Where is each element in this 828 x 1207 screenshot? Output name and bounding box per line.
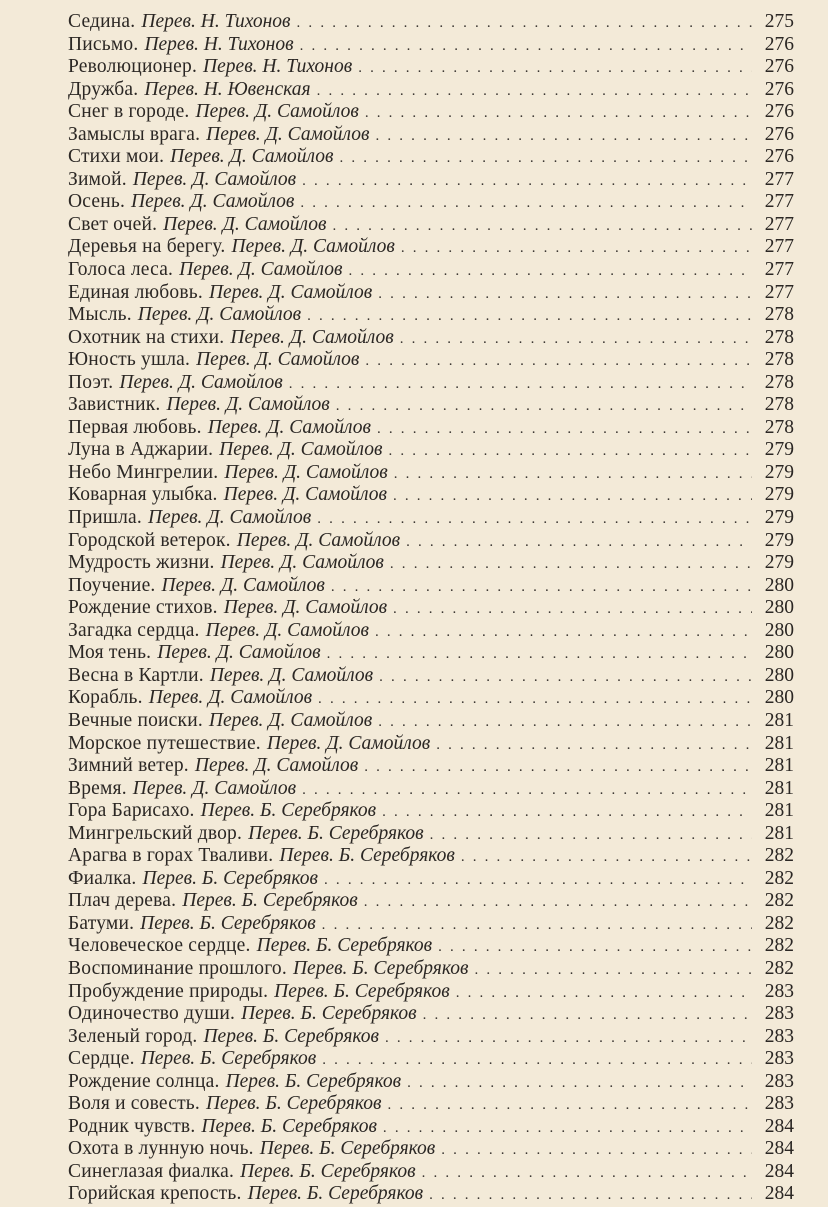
- entry-title: Луна в Аджарии.: [68, 439, 214, 461]
- entry-title: Единая любовь.: [68, 281, 203, 303]
- dot-leader: [317, 508, 752, 531]
- entry-title: Небо Мингрелии.: [68, 461, 219, 483]
- entry-page-number: 280: [764, 687, 794, 709]
- entry-page-number: 280: [764, 574, 794, 596]
- dot-leader: [394, 463, 752, 486]
- entry-title: Одиночество души.: [68, 1003, 236, 1025]
- dot-leader: [383, 1117, 752, 1140]
- entry-title: Загадка сердца.: [68, 619, 200, 641]
- toc-entry: [68, 620, 794, 643]
- dot-leader: [332, 215, 752, 238]
- dot-leader: [456, 982, 752, 1005]
- dot-leader: [385, 1027, 752, 1050]
- toc-entry: [68, 214, 794, 237]
- toc-entry: [68, 79, 794, 102]
- toc-entry: [68, 1026, 794, 1049]
- entry-translator: Перев. Д. Самойлов: [266, 732, 431, 754]
- toc-entry: [68, 1003, 794, 1026]
- entry-page-number: 277: [764, 281, 794, 303]
- dot-leader: [331, 576, 752, 599]
- dot-leader: [364, 756, 752, 779]
- entry-translator: Перев. Д. Самойлов: [208, 281, 373, 303]
- entry-title: Арагва в горах Тваливи.: [68, 845, 274, 867]
- toc-entry: [68, 1138, 794, 1161]
- entry-translator: Перев. Д. Самойлов: [208, 709, 373, 731]
- entry-translator: Перев. Н. Тихонов: [203, 56, 353, 78]
- toc-entry: [68, 507, 794, 530]
- entry-translator: Перев. Н. Тихонов: [141, 11, 291, 32]
- toc-entry: [68, 304, 794, 327]
- dot-leader: [401, 237, 752, 260]
- entry-page-number: 281: [764, 800, 794, 822]
- entry-page-number: 276: [764, 56, 794, 78]
- entry-page-number: 280: [764, 664, 794, 686]
- entry-translator: Перев. Д. Самойлов: [132, 777, 297, 799]
- entry-title: Седина.: [68, 11, 136, 32]
- entry-translator: Перев. Н. Тихонов: [144, 33, 294, 55]
- dot-leader: [441, 1139, 752, 1162]
- entry-translator: Перев. Д. Самойлов: [157, 642, 321, 664]
- entry-page-number: 279: [764, 529, 794, 551]
- entry-title: Коварная улыбка.: [68, 484, 218, 506]
- toc-entry: [68, 236, 794, 259]
- entry-title: Рождение стихов.: [68, 597, 218, 619]
- entry-title: Завистник.: [68, 394, 161, 416]
- dot-leader: [327, 643, 752, 666]
- entry-translator: Перев. Д. Самойлов: [170, 146, 334, 168]
- dot-leader: [388, 440, 752, 463]
- dot-leader: [382, 801, 752, 824]
- toc-entry: [68, 462, 794, 485]
- toc-entry: [68, 1071, 794, 1094]
- entry-title: Осень.: [68, 191, 126, 213]
- toc-entry: [68, 778, 794, 801]
- entry-title: Письмо.: [68, 33, 139, 55]
- dot-leader: [300, 35, 752, 58]
- dot-leader: [302, 779, 752, 802]
- entry-page-number: 279: [764, 552, 794, 574]
- toc-entry: [68, 733, 794, 756]
- entry-translator: Перев. Б. Серебряков: [140, 912, 316, 934]
- entry-page-number: 282: [764, 957, 794, 979]
- toc-entry: [68, 913, 794, 936]
- entry-title: Сердце.: [68, 1048, 135, 1070]
- entry-page-number: 282: [764, 867, 794, 889]
- dot-leader: [387, 1094, 752, 1117]
- dot-leader: [365, 102, 752, 125]
- entry-page-number: 280: [764, 597, 794, 619]
- dot-leader: [390, 553, 752, 576]
- dot-leader: [407, 1072, 752, 1095]
- toc-entry: [68, 868, 794, 891]
- entry-translator: Перев. Б. Серебряков: [225, 1070, 402, 1092]
- entry-title: Городской ветерок.: [68, 529, 231, 551]
- entry-page-number: 276: [764, 146, 794, 168]
- dot-leader: [322, 1049, 752, 1072]
- entry-title: Мингрельский двор.: [68, 822, 243, 844]
- dot-leader: [430, 824, 752, 847]
- dot-leader: [379, 666, 752, 689]
- entry-page-number: 283: [764, 1048, 794, 1070]
- toc-entry: [68, 1183, 794, 1206]
- entry-page-number: 278: [764, 304, 794, 326]
- toc-entry: [68, 935, 794, 958]
- entry-page-number: 277: [764, 168, 794, 190]
- toc-entry: [68, 169, 794, 192]
- entry-title: Зеленый город.: [68, 1025, 198, 1047]
- entry-title: Зимний ветер.: [68, 755, 189, 777]
- entry-page-number: 283: [764, 1003, 794, 1025]
- entry-page-number: 281: [764, 709, 794, 731]
- entry-page-number: 283: [764, 980, 794, 1002]
- entry-title: Батуми.: [68, 912, 135, 934]
- entry-translator: Перев. Б. Серебряков: [205, 1093, 382, 1115]
- entry-translator: Перев. Б. Серебряков: [279, 845, 455, 867]
- entry-page-number: 277: [764, 259, 794, 281]
- dot-leader: [317, 80, 752, 103]
- entry-title: Мудрость жизни.: [68, 552, 215, 574]
- entry-page-number: 277: [764, 213, 794, 235]
- entry-page-number: 278: [764, 416, 794, 438]
- entry-page-number: 284: [764, 1138, 794, 1160]
- entry-title: Дружба.: [68, 78, 139, 100]
- entry-page-number: 278: [764, 394, 794, 416]
- toc-entry: [68, 34, 794, 57]
- dot-leader: [406, 531, 752, 554]
- entry-translator: Перев. Д. Самойлов: [166, 394, 330, 416]
- toc-entry: [68, 845, 794, 868]
- entry-page-number: 278: [764, 349, 794, 371]
- entry-title: Охота в лунную ночь.: [68, 1138, 254, 1160]
- dot-leader: [422, 1162, 752, 1185]
- toc-entry: [68, 575, 794, 598]
- toc-entry: [68, 11, 794, 34]
- entry-translator: Перев. Д. Самойлов: [147, 507, 312, 529]
- entry-title: Первая любовь.: [68, 416, 202, 438]
- toc-entry: [68, 1093, 794, 1116]
- toc-entry: [68, 981, 794, 1004]
- dot-leader: [289, 373, 752, 396]
- dot-leader: [307, 305, 752, 328]
- toc-entry: [68, 372, 794, 395]
- entry-title: Охотник на стихи.: [68, 326, 225, 348]
- entry-page-number: 277: [764, 236, 794, 258]
- entry-page-number: 276: [764, 101, 794, 123]
- entry-translator: Перев. Б. Серебряков: [259, 1138, 436, 1160]
- toc-entry: [68, 191, 794, 214]
- entry-translator: Перев. Д. Самойлов: [195, 101, 359, 123]
- dot-leader: [400, 328, 752, 351]
- entry-title: Гора Барисахо.: [68, 800, 195, 822]
- toc-entry: [68, 484, 794, 507]
- dot-leader: [474, 959, 752, 982]
- entry-translator: Перев. Д. Самойлов: [207, 416, 371, 438]
- entry-title: Морское путешествие.: [68, 732, 261, 754]
- entry-translator: Перев. Д. Самойлов: [179, 259, 343, 281]
- toc-entry: [68, 349, 794, 372]
- toc-entry: [68, 259, 794, 282]
- entry-title: Весна в Картли.: [68, 664, 204, 686]
- toc-entry: [68, 665, 794, 688]
- dot-leader: [461, 846, 752, 869]
- entry-translator: Перев. Д. Самойлов: [161, 574, 325, 596]
- toc-entry: [68, 755, 794, 778]
- entry-title: Корабль.: [68, 687, 143, 709]
- toc-entry: [68, 552, 794, 575]
- dot-leader: [324, 869, 752, 892]
- entry-page-number: 278: [764, 326, 794, 348]
- entry-title: Поучение.: [68, 574, 156, 596]
- entry-title: Замыслы врага.: [68, 123, 201, 145]
- toc-entry: [68, 394, 794, 417]
- entry-title: Синеглазая фиалка.: [68, 1160, 235, 1182]
- entry-translator: Перев. Д. Самойлов: [219, 439, 383, 461]
- dot-leader: [365, 350, 752, 373]
- dot-leader: [322, 914, 752, 937]
- entry-translator: Перев. Б. Серебряков: [142, 867, 319, 889]
- dot-leader: [436, 734, 752, 757]
- entry-page-number: 276: [764, 123, 794, 145]
- entry-title: Фиалка.: [68, 867, 137, 889]
- entry-translator: Перев. Б. Серебряков: [140, 1048, 317, 1070]
- entry-translator: Перев. Б. Серебряков: [292, 957, 469, 979]
- entry-title: Плач дерева.: [68, 890, 177, 912]
- dot-leader: [375, 125, 752, 148]
- toc-entry: [68, 282, 794, 305]
- entry-title: Горийская крепость.: [68, 1183, 242, 1205]
- entry-title: Голоса леса.: [68, 259, 174, 281]
- dot-leader: [378, 711, 752, 734]
- entry-translator: Перев. Д. Самойлов: [224, 461, 388, 483]
- toc-entry: [68, 1048, 794, 1071]
- entry-title: Человеческое сердце.: [68, 935, 251, 957]
- entry-page-number: 281: [764, 755, 794, 777]
- entry-translator: Перев. Д. Самойлов: [231, 236, 395, 258]
- entry-page-number: 276: [764, 33, 794, 55]
- entry-page-number: 278: [764, 371, 794, 393]
- entry-translator: Перев. Д. Самойлов: [119, 371, 283, 393]
- toc-entry: [68, 823, 794, 846]
- entry-translator: Перев. Д. Самойлов: [131, 191, 295, 213]
- entry-translator: Перев. Б. Серебряков: [247, 1183, 424, 1205]
- entry-title: Пришла.: [68, 507, 142, 529]
- entry-translator: Перев. Н. Ювенская: [144, 78, 311, 100]
- entry-page-number: 276: [764, 78, 794, 100]
- entry-page-number: 277: [764, 191, 794, 213]
- entry-translator: Перев. Б. Серебряков: [274, 980, 450, 1002]
- entry-translator: Перев. Д. Самойлов: [223, 597, 388, 619]
- toc-entry: [68, 124, 794, 147]
- entry-title: Мысль.: [68, 304, 132, 326]
- entry-title: Время.: [68, 777, 127, 799]
- entry-translator: Перев. Д. Самойлов: [194, 755, 359, 777]
- entry-translator: Перев. Д. Самойлов: [205, 619, 369, 641]
- entry-page-number: 282: [764, 912, 794, 934]
- entry-title: Революционер.: [68, 56, 198, 78]
- toc-entry: [68, 1161, 794, 1184]
- entry-page-number: 279: [764, 439, 794, 461]
- entry-page-number: 280: [764, 619, 794, 641]
- entry-translator: Перев. Д. Самойлов: [220, 552, 384, 574]
- entry-page-number: 283: [764, 1025, 794, 1047]
- dot-leader: [375, 621, 752, 644]
- entry-page-number: 283: [764, 1070, 794, 1092]
- entry-translator: Перев. Д. Самойлов: [236, 529, 401, 551]
- entry-page-number: 279: [764, 461, 794, 483]
- entry-translator: Перев. Д. Самойлов: [196, 349, 360, 371]
- entry-page-number: 281: [764, 777, 794, 799]
- entry-title: Воспоминание прошлого.: [68, 957, 287, 979]
- entry-title: Рождение солнца.: [68, 1070, 220, 1092]
- dot-leader: [423, 1004, 752, 1027]
- dot-leader: [318, 688, 752, 711]
- dot-leader: [393, 598, 752, 621]
- entry-translator: Перев. Б. Серебряков: [248, 822, 424, 844]
- entry-title: Зимой.: [68, 168, 127, 190]
- toc-entry: [68, 958, 794, 981]
- entry-translator: Перев. Д. Самойлов: [223, 484, 387, 506]
- entry-translator: Перев. Б. Серебряков: [203, 1025, 379, 1047]
- toc-entry: [68, 327, 794, 350]
- entry-translator: Перев. Б. Серебряков: [201, 1115, 377, 1137]
- entry-title: Поэт.: [68, 371, 114, 393]
- dot-leader: [348, 260, 752, 283]
- entry-title: Свет очей.: [68, 213, 158, 235]
- dot-leader: [438, 936, 752, 959]
- entry-translator: Перев. Д. Самойлов: [230, 326, 394, 348]
- entry-title: Родник чувств.: [68, 1115, 196, 1137]
- toc-entry: [68, 642, 794, 665]
- entry-page-number: 281: [764, 822, 794, 844]
- dot-leader: [364, 891, 752, 914]
- entry-page-number: 282: [764, 845, 794, 867]
- dot-leader: [358, 57, 752, 80]
- entry-title: Юность ушла.: [68, 349, 191, 371]
- toc-entry: [68, 800, 794, 823]
- entry-translator: Перев. Д. Самойлов: [137, 304, 302, 326]
- toc-entry: [68, 146, 794, 169]
- entry-page-number: 279: [764, 484, 794, 506]
- entry-page-number: 284: [764, 1115, 794, 1137]
- entry-page-number: 279: [764, 507, 794, 529]
- dot-leader: [429, 1184, 752, 1207]
- entry-translator: Перев. Б. Серебряков: [241, 1003, 417, 1025]
- toc-entry: [68, 710, 794, 733]
- toc-entry: [68, 101, 794, 124]
- toc-entry: [68, 597, 794, 620]
- entry-title: Стихи мои.: [68, 146, 165, 168]
- entry-translator: Перев. Б. Серебряков: [182, 890, 358, 912]
- entry-translator: Перев. Д. Самойлов: [209, 664, 374, 686]
- entry-translator: Перев. Б. Серебряков: [200, 800, 377, 822]
- entry-page-number: 280: [764, 642, 794, 664]
- toc-entry: [68, 417, 794, 440]
- dot-leader: [393, 485, 752, 508]
- entry-page-number: 281: [764, 732, 794, 754]
- toc-entry: [68, 530, 794, 553]
- dot-leader: [378, 283, 752, 306]
- dot-leader: [336, 395, 752, 418]
- entry-title: Воля и совесть.: [68, 1093, 200, 1115]
- entry-translator: Перев. Б. Серебряков: [256, 935, 433, 957]
- toc-entry: [68, 56, 794, 79]
- dot-leader: [339, 147, 752, 170]
- entry-translator: Перев. Д. Самойлов: [148, 687, 313, 709]
- entry-page-number: 284: [764, 1160, 794, 1182]
- entry-page-number: 282: [764, 890, 794, 912]
- dot-leader: [297, 12, 752, 35]
- toc-entry: [68, 1116, 794, 1139]
- toc-entry: [68, 439, 794, 462]
- dot-leader: [300, 192, 752, 215]
- entry-title: Моя тень.: [68, 642, 152, 664]
- entry-translator: Перев. Д. Самойлов: [132, 168, 297, 190]
- entry-title: Пробуждение природы.: [68, 980, 269, 1002]
- toc-entry: [68, 890, 794, 913]
- dot-leader: [302, 170, 752, 193]
- dot-leader: [377, 418, 752, 441]
- entry-page-number: 284: [764, 1183, 794, 1205]
- entry-translator: Перев. Д. Самойлов: [206, 123, 370, 145]
- toc-entry: [68, 687, 794, 710]
- entry-page-number: 283: [764, 1093, 794, 1115]
- entry-translator: Перев. Д. Самойлов: [163, 213, 327, 235]
- entry-page-number: 275: [764, 11, 794, 32]
- entry-title: Вечные поиски.: [68, 709, 203, 731]
- entry-title: Снег в городе.: [68, 101, 190, 123]
- table-of-contents: [68, 11, 794, 1206]
- entry-translator: Перев. Б. Серебряков: [240, 1160, 416, 1182]
- entry-title: Деревья на берегу.: [68, 236, 226, 258]
- entry-page-number: 282: [764, 935, 794, 957]
